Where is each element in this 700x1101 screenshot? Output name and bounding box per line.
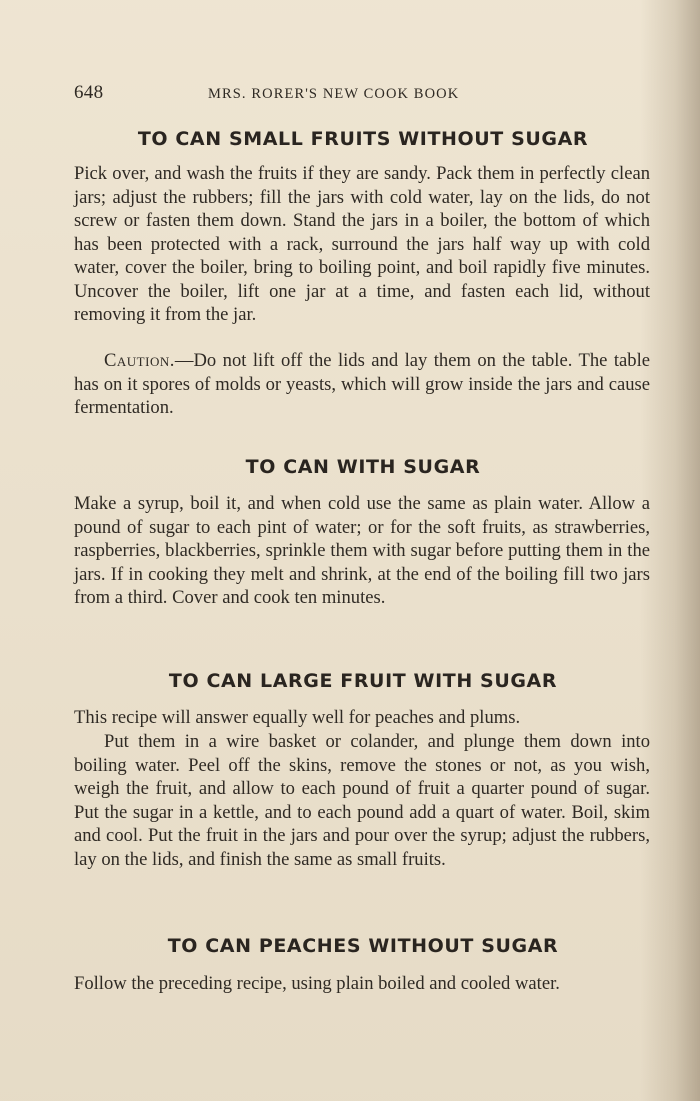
section-paragraph: Follow the preceding recipe, using plain boiled and cooled water. xyxy=(74,973,560,994)
page-header xyxy=(74,82,652,110)
page-number: 648 xyxy=(74,82,104,103)
section-paragraph: Put them in a wire basket or colander, and plunge them down into boiling water. Peel off the skins, remove the stones or not, as you wish, weigh the fruit, and allow to each pound of fruit a quarter pound of sugar. Put the sugar in a kettle, and to each pound add a quart of water. Boil, skim and cool. Put the fruit in the jars and pour over the syrup; adjust the rubbers, lay on the lids, and finish the same as small fruits. xyxy=(74,731,650,870)
section-title-small-fruits: TO CAN SMALL FRUITS WITHOUT SUGAR xyxy=(137,128,589,150)
section-paragraph: This recipe will answer equally well for peaches and plums. xyxy=(74,707,521,728)
section-title-peaches: TO CAN PEACHES WITHOUT SUGAR xyxy=(167,935,559,957)
section-title-large-fruit: TO CAN LARGE FRUIT WITH SUGAR xyxy=(168,670,558,692)
section-paragraph: Pick over, and wash the fruits if they are sandy. Pack them in perfectly clean jars; adjust the rubbers; fill the jars with cold water, lay on the lids, do not screw or fasten them down. Stand the jars in a boiler, the bottom of which has been protected with a rack, surround the jars half way up with cold water, cover the boiler, bring to boiling point, and boil rapidly five minutes. Uncover the boiler, lift one jar at a time, and fasten each lid, without removing it from the jar. xyxy=(74,163,650,325)
section-title-with-sugar: TO CAN WITH SUGAR xyxy=(245,456,481,478)
caution-text: —Do not lift off the lids and lay them on the table. The table has on it spores of molds or yeasts, which will grow inside the jars and cause fermentation. xyxy=(74,350,650,418)
running-title: MRS. RORER'S NEW COOK BOOK xyxy=(208,86,460,102)
caution-paragraph xyxy=(74,349,650,420)
caution-label: Caution. xyxy=(104,350,175,371)
section-paragraph: Make a syrup, boil it, and when cold use the same as plain water. Allow a pound of sugar to each pint of water; or for the soft fruits, as strawberries, raspberries, blackberries, sprinkle them with sugar before putting them in the jars. If in cooking they melt and shrink, at the end of the boiling fill two jars from a third. Cover and cook ten minutes. xyxy=(74,493,650,608)
